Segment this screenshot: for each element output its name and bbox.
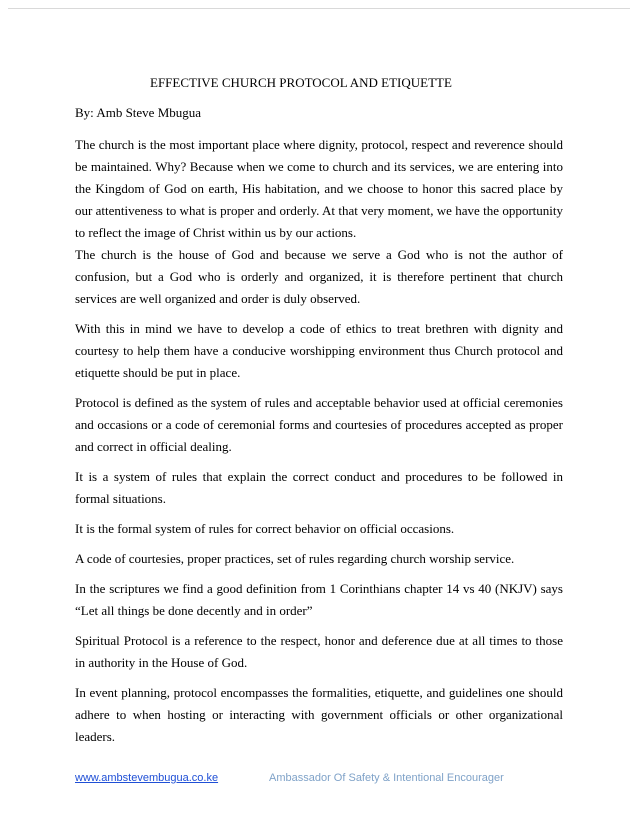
document-body (75, 134, 563, 756)
document-byline: By: Amb Steve Mbugua (75, 105, 202, 120)
document-title: EFFECTIVE CHURCH PROTOCOL AND ETIQUETTE (150, 75, 452, 90)
website-link[interactable]: www.ambstevembugua.co.ke (75, 772, 219, 784)
paragraph: It is a system of rules that explain the correct conduct and procedures to be followed in formal situations. (75, 469, 563, 506)
paragraph: Protocol is defined as the system of rules and acceptable behavior used at official ceremonies and occasions or a code of ceremonial forms and courtesies of procedures accepted as proper and correct in official dealing. (75, 395, 563, 454)
footer-tagline: Ambassador Of Safety & Intentional Encourager (269, 772, 504, 784)
paragraph: The church is the house of God and because we serve a God who is not the author of confusion, but a God who is orderly and organized, it is therefore pertinent that church services are well organized and order is duly observed. (75, 247, 563, 306)
page-top-border (8, 8, 630, 9)
paragraph: In event planning, protocol encompasses the formalities, etiquette, and guidelines one should adhere to when hosting or interacting with government officials or other organizational leaders. (75, 685, 563, 744)
paragraph: A code of courtesies, proper practices, set of rules regarding church worship service. (75, 551, 515, 566)
page-footer (75, 772, 563, 784)
paragraph: In the scriptures we find a good definition from 1 Corinthians chapter 14 vs 40 (NKJV) says “Let all things be done decently and in order” (75, 581, 563, 618)
paragraph: Spiritual Protocol is a reference to the respect, honor and deference due at all times to those in authority in the House of God. (75, 633, 563, 670)
paragraph: With this in mind we have to develop a code of ethics to treat brethren with dignity and courtesy to help them have a conducive worshipping environment thus Church protocol and etiquette should be put in place. (75, 321, 563, 380)
paragraph: It is the formal system of rules for correct behavior on official occasions. (75, 521, 455, 536)
paragraph: The church is the most important place where dignity, protocol, respect and reverence should be maintained. Why? Because when we come to church and its services, we are entering into the Kingdom of God on earth, His habitation, and we choose to honor this sacred place by our attentiveness to what is proper and orderly. At that very moment, we have the opportunity to reflect the image of Christ within us by our actions. (75, 137, 563, 240)
